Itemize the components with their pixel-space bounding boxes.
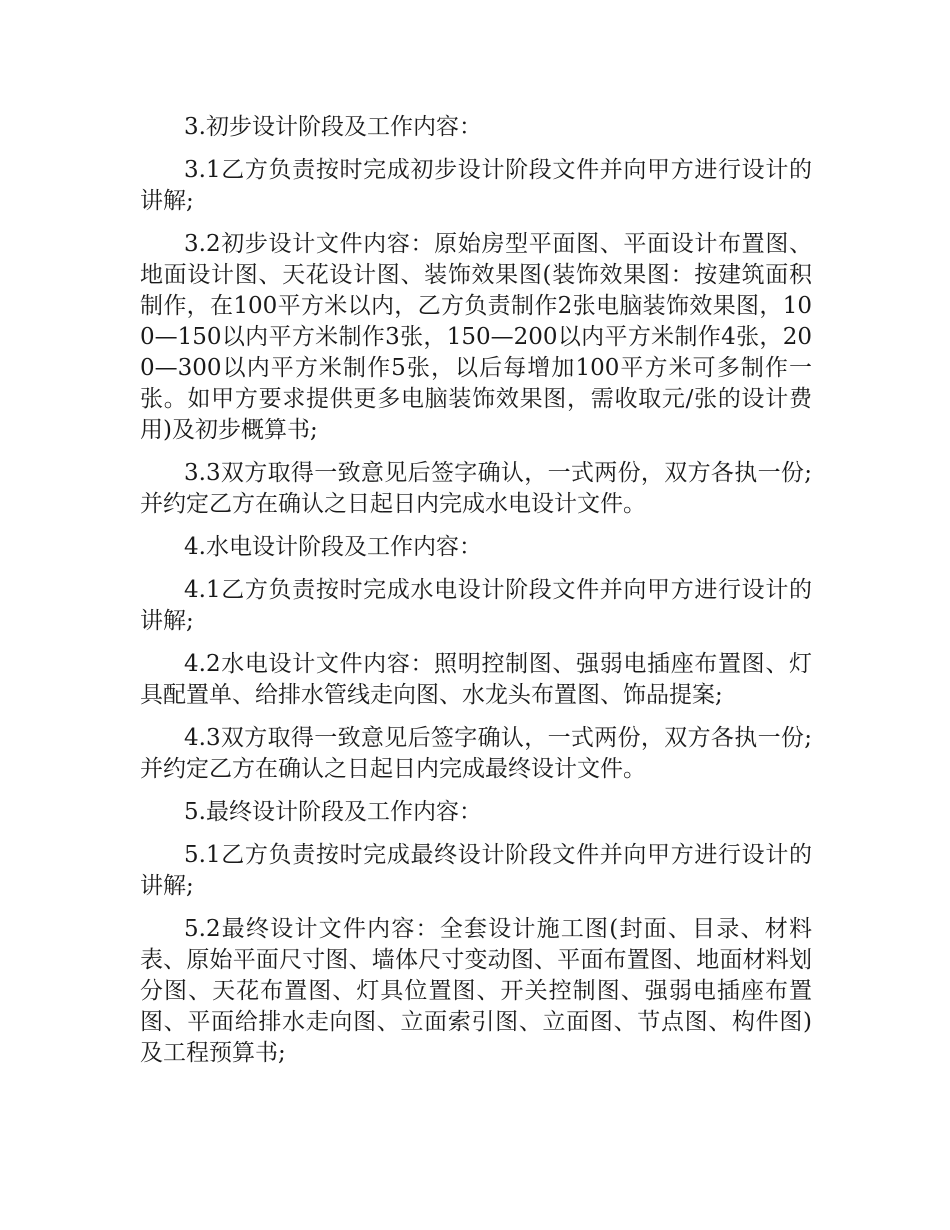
document-body <box>140 112 812 1081</box>
paragraph-3-3: 3.3双方取得一致意见后签字确认，一式两份，双方各执一份;并约定乙方在确认之日起日内完成水电设计文件。 <box>140 460 812 517</box>
paragraph-4-heading: 4.水电设计阶段及工作内容： <box>184 534 482 560</box>
paragraph-5-1: 5.1乙方负责按时完成最终设计阶段文件并向甲方进行设计的讲解; <box>140 842 812 899</box>
paragraph-3-heading: 3.初步设计阶段及工作内容： <box>184 114 482 140</box>
paragraph-3-1: 3.1乙方负责按时完成初步设计阶段文件并向甲方进行设计的讲解; <box>140 157 812 214</box>
paragraph-4-1: 4.1乙方负责按时完成水电设计阶段文件并向甲方进行设计的讲解; <box>140 577 812 634</box>
paragraph-3-2: 3.2初步设计文件内容：原始房型平面图、平面设计布置图、地面设计图、天花设计图、装饰效果图(装饰效果图：按建筑面积制作，在100平方米以内，乙方负责制作2张电脑装饰效果图，100—150以内平方米制作3张，150—200以内平方米制作4张，200—300以内平方米制作5张，以后每增加100平方米可多制作一张。如甲方要求提供更多电脑装饰效果图，需收取元/张的设计费用)及初步概算书; <box>140 231 812 443</box>
paragraph-4-2: 4.2水电设计文件内容：照明控制图、强弱电插座布置图、灯具配置单、给排水管线走向图、水龙头布置图、饰品提案; <box>140 651 812 708</box>
paragraph-4-3: 4.3双方取得一致意见后签字确认，一式两份，双方各执一份;并约定乙方在确认之日起日内完成最终设计文件。 <box>140 725 812 782</box>
paragraph-5-2: 5.2最终设计文件内容：全套设计施工图(封面、目录、材料表、原始平面尺寸图、墙体尺寸变动图、平面布置图、地面材料划分图、天花布置图、灯具位置图、开关控制图、强弱电插座布置图、平面给排水走向图、立面索引图、立面图、节点图、构件图)及工程预算书; <box>140 916 812 1066</box>
paragraph-5-heading: 5.最终设计阶段及工作内容： <box>184 799 482 825</box>
